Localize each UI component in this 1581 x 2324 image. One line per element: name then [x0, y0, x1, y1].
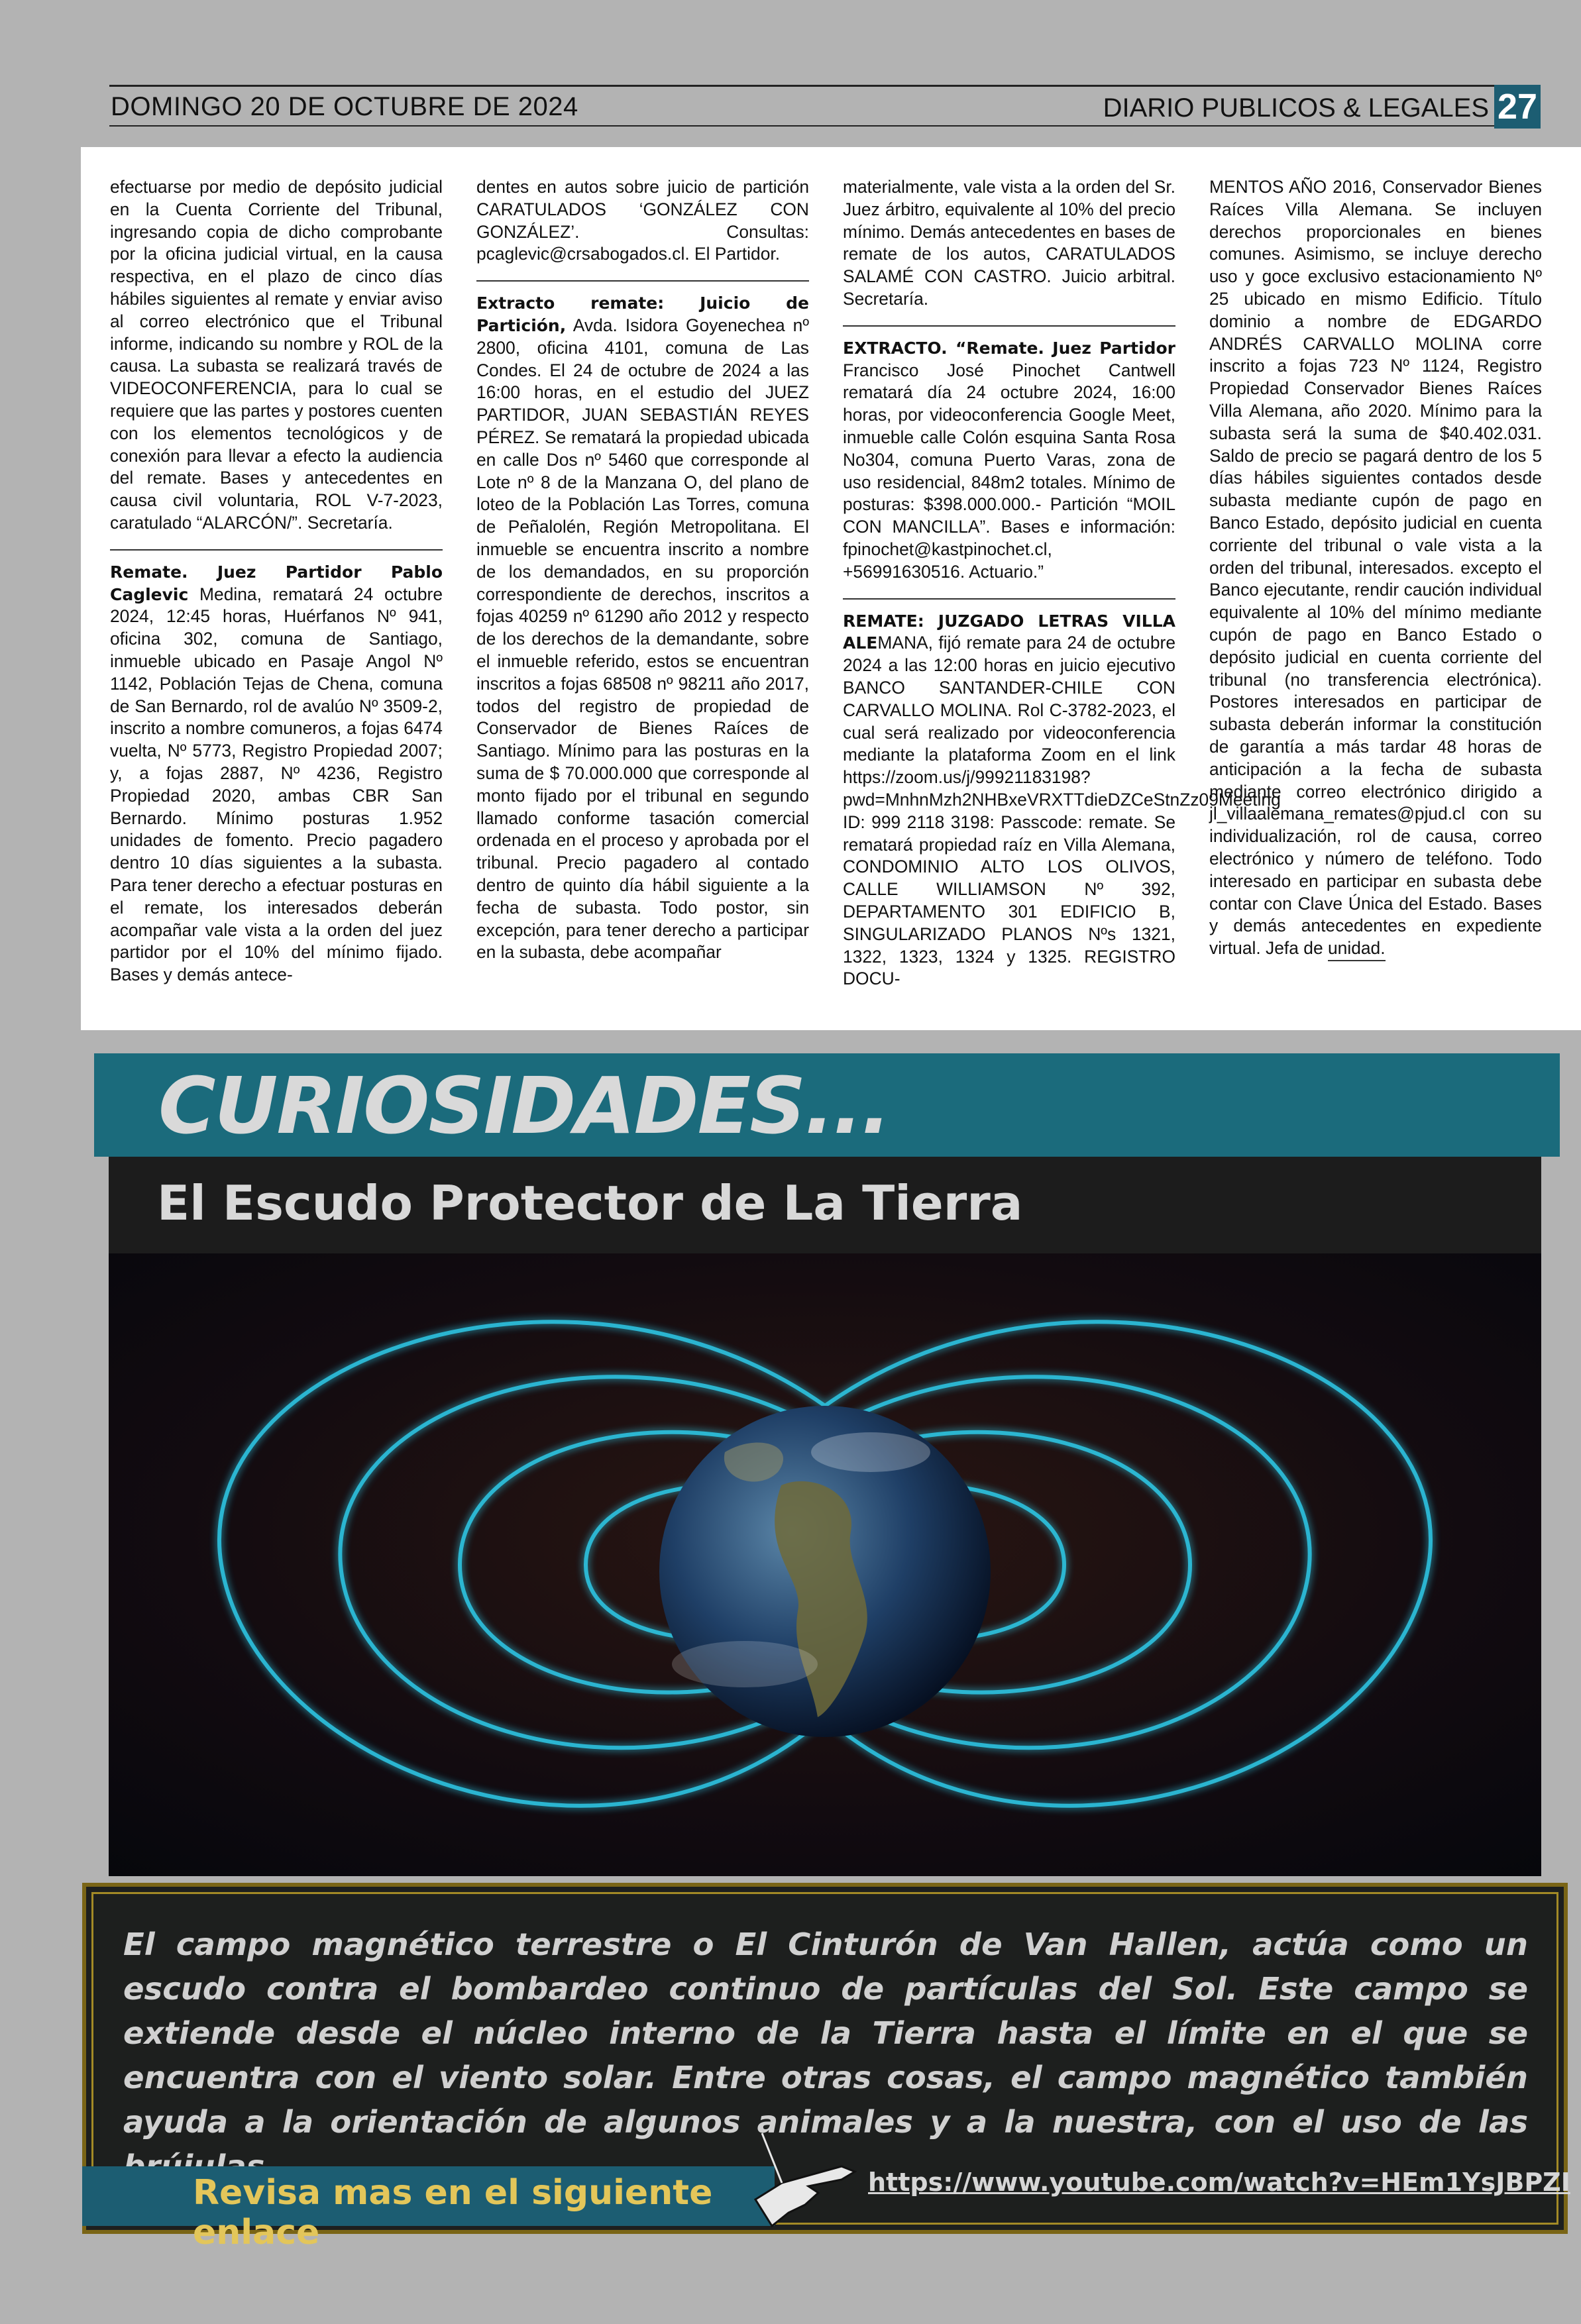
feature-headline: El Escudo Protector de La Tierra: [157, 1175, 1023, 1231]
notice-divider: [110, 549, 443, 551]
column-3: [843, 176, 1281, 990]
link-bar: [82, 2166, 775, 2252]
notice-text: dentes en autos sobre juicio de partición CARATULADOS ‘GONZÁLEZ CON GONZÁLEZ’. Consultas: pcaglevic@crsabogados.cl. El Partidor.: [476, 177, 809, 264]
notice-divider: [843, 325, 1175, 327]
notice: [843, 610, 1281, 991]
publication-name: DIARIO PUBLICOS & LEGALES: [1103, 93, 1489, 123]
page-number: 27: [1494, 85, 1541, 129]
notice-body: MANA, fijó remate para 24 de octubre 2024 a las 12:00 horas en juicio ejecutivo BANCO SANTANDER-CHILE CON CARVALLO MOLINA. Rol C-3782-2023, el cual será realizado por videoconferencia mediante la plataforma Zoom en el link https://zoom.us/j/99921183198?pwd=MnhnMzh2NHBxeVRXTTdieDZCeStnZz09Meeting ID: 999 2118 3198: Passcode: remate. Se rematará propiedad raíz en Villa Alemana, CONDOMINIO ALTO LOS OLIVOS, CALLE WILLIAMSON Nº 392, DEPARTAMENTO 301 EDIFICIO B, SINGULARIZADO PLANOS Nºs 1321, 1322, 1323, 1324 y 1325. REGISTRO DOCU-: [843, 633, 1281, 989]
notice-divider: [476, 280, 809, 282]
signature: unidad.: [1328, 937, 1386, 961]
notice-text: efectuarse por medio de depósito judicial en la Cuenta Corriente del Tribunal, ingresando copia de dicho comprobante por la oficina judicial virtual, en la causa respectiva, en el plazo de cinco días hábiles siguientes al remate y enviar aviso al correo electrónico que el Tribunal informe, indicando su nombre y ROL de la causa. La subasta se realizará través de VIDEOCONFERENCIA, para lo cual se requiere que las partes y postores cuenten con los elementos tecnológicos y de conexión para llevar a efecto la audiencia del remate. Bases y antecedentes en causa civil voluntaria, ROL V-7-2023, caratulado “ALARCÓN/”. Secretaría.: [110, 177, 443, 533]
feature-caption: El campo magnético terrestre o El Cinturón de Van Hallen, actúa como un escudo contra el bombardeo continuo de partículas del Sol. Este campo se extiende desde el núcleo interno de la Tierra hasta el límite en el que se encuentra con el viento solar. Entre otras cosas, el campo magnético también ayuda a la orientación de algunos animales y a la nuestra, con el uso de las: [123, 1927, 1528, 2140]
legal-notices-page: [81, 147, 1581, 1030]
notice-heading: REMATE: JUZGADO LETRAS VILLA ALE: [843, 611, 1175, 653]
notice-body: Francisco José Pinochet Cantwell rematará día 24 octubre 2024, 16:00 horas, por videoconferencia Google Meet, inmueble calle Colón esquina Santa Rosa No304, comuna Puerto Varas, zona de uso residencial, 848m2 totales. Mínimo de posturas: $398.000.000.- Partición “MOIL CON MANCILLA”. Bases e información: fpinochet@kastpinochet.cl, +56991630516. Actuario.”: [843, 360, 1175, 582]
notice-text: [1209, 176, 1542, 961]
earth-magnetic-field-illustration: [109, 1253, 1541, 1876]
notice-heading: EXTRACTO. “Remate. Juez Partidor: [843, 338, 1175, 358]
notice-text: materialmente, vale vista a la orden del Sr. Juez árbitro, equivalente al 10% del precio mínimo. Demás antecedentes en bases de remate de los autos, CARATULADOS SALAMÉ CON CASTRO. Juicio arbitral. Secretaría.: [843, 177, 1175, 309]
notice: [843, 337, 1175, 584]
notice-heading: Remate. Juez Partidor Pablo Caglevic: [110, 562, 443, 604]
link-label: Revisa mas en el siguiente enlace: [193, 2173, 713, 2252]
column-1: [110, 176, 443, 986]
column-2: [476, 176, 809, 964]
notice-divider: [843, 598, 1175, 600]
notice-body: Medina, rematará 24 octubre 2024, 12:45 horas, Huérfanos Nº 941, oficina 302, comuna de Santiago, inmueble ubicado en Pasaje Angol Nº 1142, Población Tejas de Chena, comuna de San Bernardo, rol de avalúo Nº 3509-2, inscrito a nombre comuneros, a fojas 6474 vuelta, Nº 5773, Registro Propiedad 2007; y, a fojas 2887, Nº 4236, Registro Propiedad 2020, ambas CBR San Bernardo. Mínimo posturas 1.952 unidades de fomento. Precio pagadero dentro 10 días siguientes a la subasta. Para tener derecho a efectuar posturas en el remate, los interesados deberán acompañar vale vista a la orden del juez partidor por el 10% del mínimo fijado. Bases y demás antece-: [110, 584, 443, 985]
notice: [110, 561, 443, 986]
pointing-hand-icon: [742, 2120, 868, 2233]
notice: [476, 292, 809, 964]
earth-magnetic-field-image: [109, 1253, 1541, 1876]
page-header: [109, 85, 1541, 127]
section-title: CURIOSIDADES...: [158, 1060, 890, 1151]
issue-date: DOMINGO 20 DE OCTUBRE DE 2024: [111, 92, 578, 121]
notice-body: MENTOS AÑO 2016, Conservador Bienes Raíces Villa Alemana. Se incluyen derechos proporcionales en bienes comunes. Asimismo, se incluye derecho uso y goce exclusivo estacionamiento Nº 25 ubicado en mismo Edificio. Título dominio a nombre de EDGARDO ANDRÉS CARVALLO MOLINA corre inscrito a fojas 723 Nº 1124, Registro Propiedad Conservador Bienes Raíces Villa Alemana, año 2020. Mínimo para la subasta será la suma de $40.402.031. Saldo de precio se pagará dentro de los 5 días hábiles siguientes contados desde subasta mediante cupón de pago en Banco Estado, depósito judicial en cuenta corriente del tribunal o vale vista a la orden del tribunal, interesados. excepto el Banco ejecutante, rendir caución individual equivalente al 10% del mínimo mediante cupón de pago en Banco Estado o depósito judicial en cuenta corriente del tribunal (no transferencia electrónica). Postores interesados en participar de subasta deberán informar la constitución de garantía a más tardar 48 horas de anticipación a la fecha de subasta mediante correo electrónico dirigido a jl_villaalemana_remates@pjud.cl con su individualización, rol de causa, correo electrónico y número de teléfono. Todo interesado en participar en subasta debe contar con Clave Única del Estado. Bases y demás antecedentes en expediente virtual. Jefa de: [1209, 177, 1542, 959]
section-banner: [94, 1053, 1560, 1157]
notice-body: Avda. Isidora Goyenechea nº 2800, oficina 4101, comuna de Las Condes. El 24 de octubre de 2024 a las 16:00 horas, en el estudio del JUEZ PARTIDOR, JUAN SEBASTIÁN REYES PÉREZ. Se rematará la propiedad ubicada en calle Dos nº 5460 que corresponde al Lote nº 8 de la Manzana O, del plano de loteo de la Población Las Torres, comuna de Peñalolén, Región Metropolitana. El inmueble se encuentra inscrito a nombre de los demandados, en su proporción correspondiente de derechos, inscritos a fojas 40259 nº 61290 año 2012 y respecto de los derechos de la demandante, sobre el inmueble referido, estos se encuentran inscritos a fojas 68508 nº 98211 año 2017, todos del registro de propiedad de Conservador de Bienes Raíces de Santiago. Mínimo para las posturas en la suma de $ 70.000.000 que corresponde al monto fijado por el tribunal en segundo llamado conforme tasación comercial ordenada en el proceso y aprobada por el tribunal. Precio pagadero al contado dentro de quinto día hábil siguiente a la fecha de subasta. Todo postor, sin excepción, para tener derecho a participar en la subasta, debe acompañar: [476, 315, 809, 963]
feature-headline-bar: [109, 1157, 1541, 1253]
column-4: [1209, 176, 1542, 961]
notice-heading: Extracto remate: Juicio de Partición,: [476, 293, 809, 335]
youtube-link[interactable]: https://www.youtube.com/watch?v=HEm1YsJBPZI: [868, 2168, 1570, 2197]
